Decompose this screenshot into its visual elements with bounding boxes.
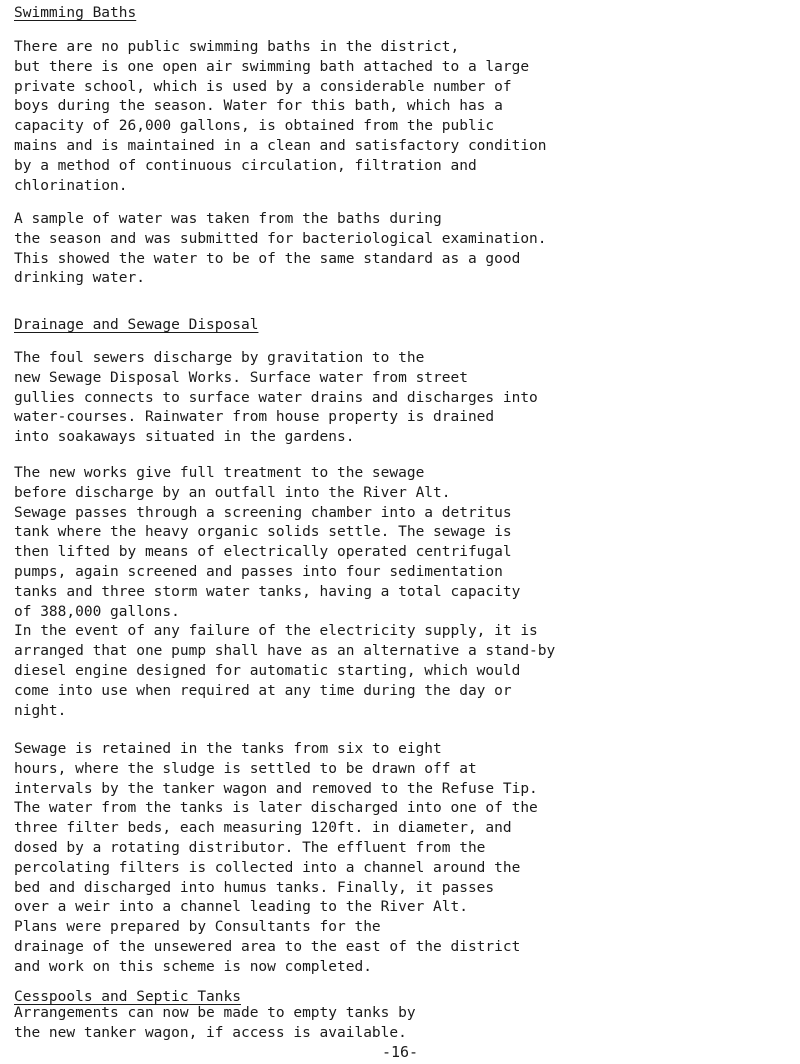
paragraph-swimming-baths-2: A sample of water was taken from the baths during the season and was submitted for bacteriological examination. This showed the water to be of the same standard as a good drinking water. bbox=[14, 211, 547, 287]
paragraph-swimming-baths-1: There are no public swimming baths in the district, but there is one open air swimming bath attached to a large private school, which is used by a considerable number of boys during the season. Water for this bath, which has a capacity of 26,000 gallons, is obtained from the public mains and is maintained in a clean and satisfactory condition by a method of continuous circulation, filtration and chlorination. bbox=[14, 39, 547, 194]
heading-cesspools-septic: Cesspools and Septic Tanks bbox=[14, 989, 241, 1005]
page-number: -16- bbox=[381, 1043, 419, 1061]
paragraph-drainage-2: The new works give full treatment to the sewage before discharge by an outfall into the River Alt. Sewage passes through a screening chamber into a detritus tank where the heavy organic solids settle. The sewage is then lifted by means of electrically operated centrifugal pumps, again screened and passes into four sedimentation tanks and three storm water tanks, having a total capacity of 388,000 gallons. In the event of any failure of the electricity supply, it is arranged that one pump shall have as an alternative a stand-by diesel engine designed for automatic starting, which would come into use when required at any time during the day or night. bbox=[14, 465, 556, 719]
heading-drainage-sewage: Drainage and Sewage Disposal bbox=[14, 317, 259, 333]
paragraph-drainage-4: Plans were prepared by Consultants for the drainage of the unsewered area to the east of the district and work on this scheme is now completed. bbox=[14, 919, 521, 975]
heading-swimming-baths: Swimming Baths bbox=[14, 5, 137, 21]
paragraph-drainage-1: The foul sewers discharge by gravitation to the new Sewage Disposal Works. Surface water from street gullies connects to surface water drains and discharges into water-courses. Rainwater from house property is drained into soakaways situated in the gardens. bbox=[14, 350, 538, 446]
paragraph-cesspools: Arrangements can now be made to empty tanks by the new tanker wagon, if access is available. bbox=[14, 1005, 416, 1041]
paragraph-drainage-3: Sewage is retained in the tanks from six to eight hours, where the sludge is settled to be drawn off at intervals by the tanker wagon and removed to the Refuse Tip. The water from the tanks is later discharged into one of the three filter beds, each measuring 120ft. in diameter, and dosed by a rotating distributor. The effluent from the percolating filters is collected into a channel around the bed and discharged into humus tanks. Finally, it passes over a weir into a channel leading to the River Alt. bbox=[14, 741, 538, 916]
